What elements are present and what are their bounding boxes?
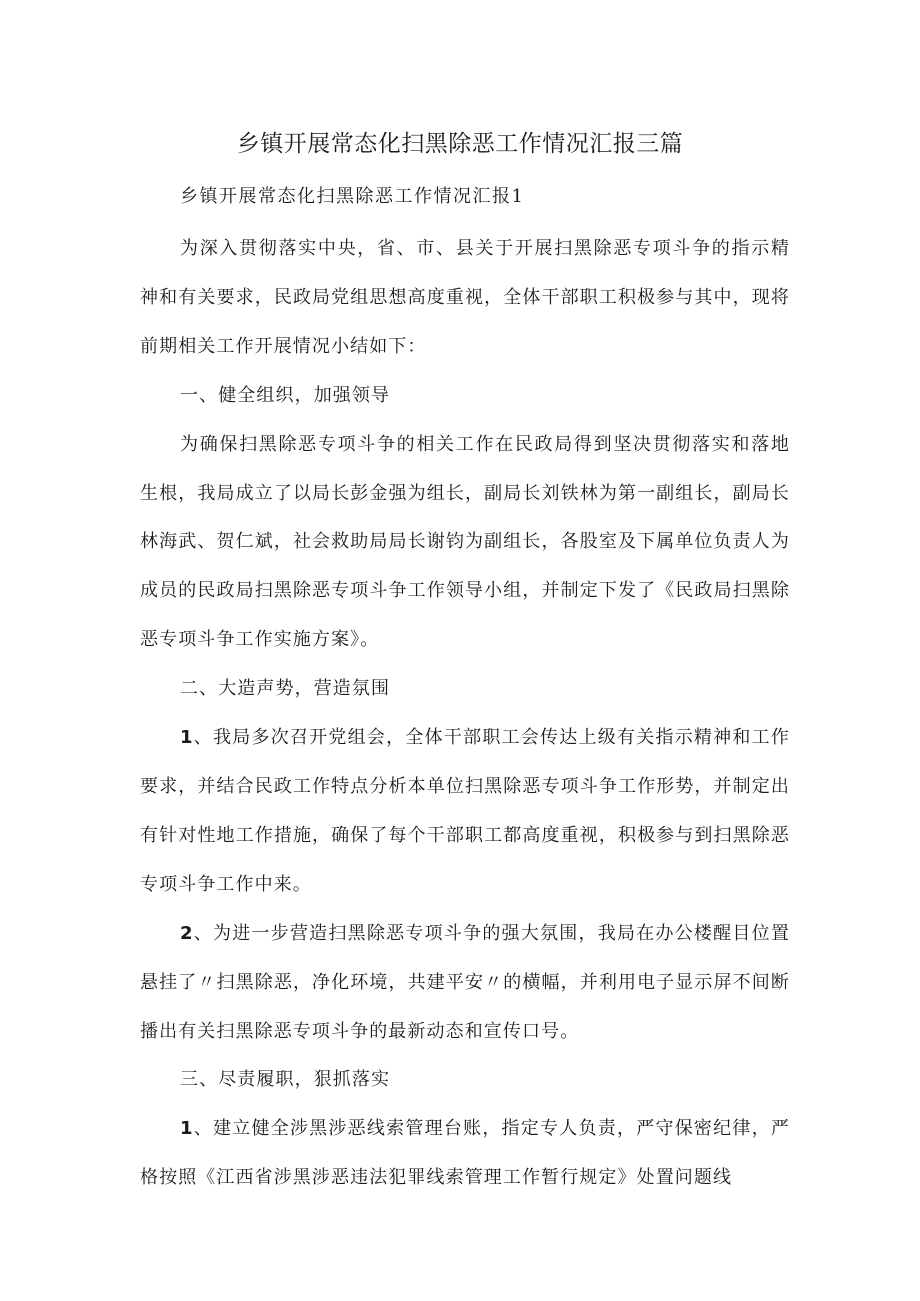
document-title: 乡镇开展常态化扫黑除恶工作情况汇报三篇 [236, 131, 684, 157]
paragraph-implementation-1 [140, 1105, 790, 1203]
item-text: 、建立健全涉黑涉恶线索管理台账，指定专人负责，严守保密纪律，严格按照《江西省涉黑涉恶违法犯罪线索管理工作暂行规定》处置问题线 [140, 1118, 790, 1189]
item-number: 1 [180, 1118, 194, 1140]
item-number: 1 [180, 727, 194, 749]
item-text: 、我局多次召开党组会，全体干部职工会传达上级有关指示精神和工作要求，并结合民政工作特点分析本单位扫黑除恶专项斗争工作形势，并制定出有针对性地工作措施，确保了每个干部职工都高度重视，积极参与到扫黑除恶专项斗争工作中来。 [140, 727, 790, 895]
item-number: 2 [180, 922, 194, 944]
item-text: 、为进一步营造扫黑除恶专项斗争的强大氛围，我局在办公楼醒目位置悬挂了〃扫黑除恶，净化环境，共建平安〃的横幅，并利用电子显示屏不间断播出有关扫黑除恶专项斗争的最新动态和宣传口号。 [140, 922, 790, 1042]
paragraph-publicity-1 [140, 714, 790, 910]
heading-publicity: 二、大造声势，营造氛围 [180, 678, 391, 700]
section-title: 乡镇开展常态化扫黑除恶工作情况汇报1 [180, 186, 525, 207]
heading-implementation: 三、尽责履职，狠抓落实 [180, 1069, 391, 1091]
paragraph-organization: 为确保扫黑除恶专项斗争的相关工作在民政局得到坚决贯彻落实和落地生根，我局成立了以局长彭金强为组长，副局长刘铁林为第一副组长，副局长林海武、贺仁斌，社会救助局局长谢钧为副组长，各股室及下属单位负责人为成员的民政局扫黑除恶专项斗争工作领导小组，并制定下发了《民政局扫黑除恶专项斗争工作实施方案》。 [140, 433, 790, 651]
intro-paragraph: 为深入贯彻落实中央，省、市、县关于开展扫黑除恶专项斗争的指示精神和有关要求，民政局党组思想高度重视，全体干部职工积极参与其中，现将前期相关工作开展情况小结如下： [140, 238, 790, 357]
paragraph-publicity-2 [140, 910, 790, 1057]
heading-organization: 一、健全组织，加强领导 [180, 384, 391, 406]
document-body [140, 225, 790, 1203]
